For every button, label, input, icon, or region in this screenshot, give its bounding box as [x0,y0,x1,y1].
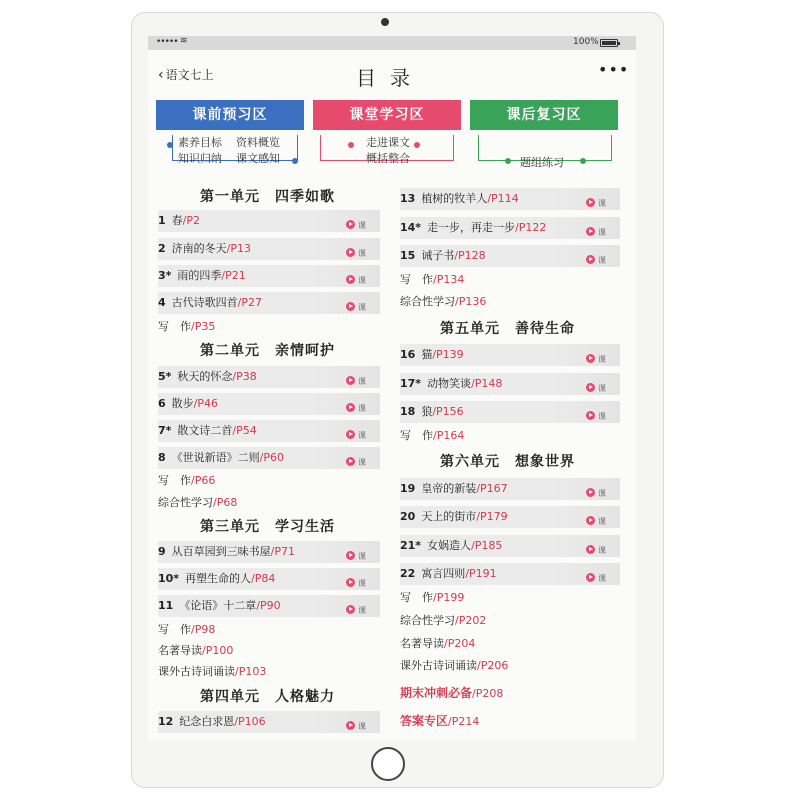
back-button[interactable] [158,66,214,83]
zone-classroom[interactable]: 课堂学习区 [313,100,461,130]
lesson-badge[interactable]: 课 [586,349,606,371]
more-icon[interactable]: ••• [598,60,630,79]
item-title: 动物笑谈 [427,377,472,390]
unit-heading-6: 第六单元 想象世界 [440,454,575,470]
play-icon [346,721,355,730]
lesson-badge[interactable]: 课 [586,378,606,400]
play-icon [346,302,355,311]
item-title: 济南的冬天 [171,242,227,255]
lesson-badge[interactable]: 课 [346,297,366,319]
item-number: 9 [158,545,166,558]
item-title: 综合性学习 [400,614,455,627]
item-page: /P21 [221,269,246,282]
play-icon [586,516,595,525]
bullet-dot [167,142,173,148]
item-title: 课外古诗词诵读 [158,665,235,678]
play-icon [346,403,355,412]
list-item[interactable] [158,541,380,563]
item-page: /P164 [433,429,465,442]
back-label: 语文七上 [165,68,214,82]
item-title: 写 作 [400,591,433,604]
item-number: 16 [400,348,416,361]
item-title: 期末冲刺必备 [400,686,473,700]
item-page: /P204 [444,637,476,650]
item-title: 写 作 [158,623,191,636]
signal-icon: ••••• [156,37,178,47]
item-page: /P106 [234,715,266,728]
lesson-badge[interactable]: 课 [346,243,366,265]
item-number: 12 [158,715,174,728]
item-number: 1 [158,214,166,227]
zone-review[interactable]: 课后复习区 [470,100,618,130]
play-icon [586,198,595,207]
bullet-dot [414,142,420,148]
chevron-left-icon: ‹ [158,67,164,83]
unit-heading-4: 第四单元 人格魅力 [200,689,335,705]
list-item[interactable] [158,366,380,388]
item-title: 天上的街市 [421,510,477,523]
item-number: 2 [158,242,166,255]
item-title: 古代诗歌四首 [171,296,238,309]
item-number: 20 [400,510,416,523]
lesson-badge[interactable]: 课 [586,406,606,428]
item-page: /P179 [476,510,508,523]
item-page: /P66 [191,474,216,487]
preview-sub-3: 知识归纳 [178,152,222,165]
item-page: /P202 [455,614,487,627]
zone-preview[interactable]: 课前预习区 [156,100,304,130]
item-title: 诫子书 [421,249,455,262]
item-title: 写 作 [400,429,433,442]
item-page: /P103 [235,665,267,678]
wifi-icon: ≋ [180,36,188,46]
item-number: 19 [400,482,416,495]
item-page: /P2 [182,214,200,227]
status-bar [148,36,636,50]
item-page: /P139 [432,348,464,361]
lesson-badge[interactable]: 课 [586,483,606,505]
item-page: /P68 [213,496,238,509]
item-title: 答案专区 [400,714,449,728]
play-icon [586,411,595,420]
lesson-badge[interactable]: 课 [346,546,366,568]
list-item[interactable] [400,478,620,500]
item-page: /P38 [232,370,257,383]
play-icon [346,248,355,257]
item-page: /P90 [256,599,281,612]
item-title: 植树的牧羊人 [421,192,488,205]
item-title: 从百草园到三味书屋 [171,545,271,558]
list-item[interactable] [400,425,620,447]
item-title: 秋天的怀念 [177,370,233,383]
item-page: /P54 [232,424,257,437]
item-page: /P199 [433,591,465,604]
item-title: 散步 [171,397,194,410]
play-icon [586,354,595,363]
item-page: /P27 [237,296,262,309]
list-item[interactable] [400,245,620,267]
lesson-badge[interactable]: 课 [346,425,366,447]
list-item[interactable] [400,373,620,395]
unit-heading-1: 第一单元 四季如歌 [200,189,335,205]
lesson-badge[interactable]: 课 [586,568,606,590]
lesson-badge[interactable]: 课 [586,250,606,272]
item-page: /P46 [193,397,218,410]
play-icon [586,488,595,497]
list-item[interactable] [158,316,380,338]
item-page: /P206 [477,659,509,672]
lesson-badge[interactable]: 课 [346,270,366,292]
lesson-badge[interactable]: 课 [586,540,606,562]
item-title: 春 [171,214,183,227]
item-title: 课外古诗词诵读 [400,659,477,672]
item-title: 狼 [421,405,433,418]
item-title: 再塑生命的人 [185,572,252,585]
unit-heading-3: 第三单元 学习生活 [200,519,335,535]
list-item[interactable] [158,265,380,287]
play-icon [346,605,355,614]
list-item[interactable] [400,506,620,528]
play-icon [586,255,595,264]
item-number: 17* [400,377,422,390]
item-number: 15 [400,249,416,262]
list-item[interactable] [158,619,380,641]
answers-link[interactable] [400,710,620,732]
list-item[interactable] [400,188,620,210]
lesson-badge[interactable]: 课 [346,716,366,738]
item-number: 7* [158,424,172,437]
play-icon [346,578,355,587]
list-item[interactable] [400,587,620,609]
item-number: 3* [158,269,172,282]
preview-sub-1: 素养目标 [178,136,222,149]
item-page: /P128 [454,249,486,262]
page-title: 目录 [356,66,424,90]
item-page: /P122 [515,221,547,234]
item-title: 女娲造人 [427,539,472,552]
item-page: /P214 [448,715,480,728]
item-page: /P208 [472,687,504,700]
list-item[interactable] [158,238,380,260]
item-number: 14* [400,221,422,234]
play-icon [346,457,355,466]
list-item[interactable] [158,640,380,662]
item-page: /P185 [471,539,503,552]
lesson-badge[interactable]: 课 [346,398,366,420]
item-page: /P100 [202,644,234,657]
item-title: 皇帝的新装 [421,482,477,495]
list-item[interactable] [400,401,620,423]
list-item[interactable] [400,535,620,557]
home-button[interactable] [371,747,405,781]
list-item[interactable] [158,210,380,232]
item-number: 22 [400,567,416,580]
list-item[interactable] [400,291,620,313]
item-title: 《世说新语》二则 [171,451,260,464]
item-number: 18 [400,405,416,418]
preview-sub-4: 课文感知 [236,152,280,165]
item-number: 5* [158,370,172,383]
list-item[interactable] [158,661,380,683]
unit-heading-5: 第五单元 善待生命 [440,321,575,337]
classroom-sub-2: 概括整合 [366,152,410,165]
play-icon [586,227,595,236]
item-page: /P98 [191,623,216,636]
item-number: 4 [158,296,166,309]
lesson-badge[interactable]: 课 [586,511,606,533]
list-item[interactable] [158,447,380,469]
bullet-dot [348,142,354,148]
item-page: /P71 [270,545,295,558]
list-item[interactable] [400,344,620,366]
play-icon [346,220,355,229]
play-icon [346,275,355,284]
item-number: 21* [400,539,422,552]
list-item[interactable] [158,595,380,617]
final-sprint-link[interactable] [400,682,620,704]
item-title: 寓言四则 [421,567,466,580]
list-item[interactable] [158,568,380,590]
lesson-badge[interactable]: 课 [346,215,366,237]
lesson-badge[interactable]: 课 [346,600,366,622]
list-item[interactable] [158,711,380,733]
item-number: 8 [158,451,166,464]
lesson-badge[interactable]: 课 [346,452,366,474]
classroom-sub-1: 走进课文 [366,136,410,149]
item-title: 写 作 [400,273,433,286]
item-title: 名著导读 [158,644,202,657]
item-title: 写 作 [158,474,191,487]
item-number: 11 [158,599,174,612]
play-icon [586,573,595,582]
lesson-badge[interactable]: 课 [586,193,606,215]
list-item[interactable] [400,633,620,655]
play-icon [346,551,355,560]
play-icon [586,383,595,392]
item-number: 10* [158,572,180,585]
item-page: /P134 [433,273,465,286]
preview-sub-2: 资料概览 [236,136,280,149]
list-item[interactable] [400,655,620,677]
item-page: /P148 [471,377,503,390]
item-title: 雨的四季 [177,269,222,282]
item-title: 散文诗二首 [177,424,233,437]
item-title: 走一步，再走一步 [427,221,516,234]
item-page: /P136 [455,295,487,308]
bullet-dot [580,158,586,164]
item-number: 6 [158,397,166,410]
list-item[interactable] [158,420,380,442]
battery-icon [600,39,618,47]
item-page: /P156 [432,405,464,418]
item-title: 名著导读 [400,637,444,650]
list-item[interactable] [158,393,380,415]
item-page: /P84 [251,572,276,585]
item-page: /P13 [226,242,251,255]
bullet-dot [292,158,298,164]
item-page: /P35 [191,320,216,333]
item-page: /P191 [465,567,497,580]
lesson-badge[interactable]: 课 [346,371,366,393]
list-item[interactable] [158,492,380,514]
list-item[interactable] [400,217,620,239]
play-icon [346,376,355,385]
item-title: 综合性学习 [158,496,213,509]
list-item[interactable] [158,292,380,314]
lesson-badge[interactable]: 课 [586,222,606,244]
item-page: /P114 [487,192,519,205]
list-item[interactable] [400,269,620,291]
lesson-badge[interactable]: 课 [346,573,366,595]
item-title: 猫 [421,348,433,361]
unit-heading-2: 第二单元 亲情呵护 [200,343,335,359]
item-page: /P167 [476,482,508,495]
battery-percent: 100% [573,37,599,47]
item-title: 综合性学习 [400,295,455,308]
review-sub-1: 题组练习 [520,156,564,169]
list-item[interactable] [400,563,620,585]
list-item[interactable] [400,610,620,632]
bullet-dot [505,158,511,164]
play-icon [586,545,595,554]
item-number: 13 [400,192,416,205]
camera-icon [381,18,389,26]
item-title: 写 作 [158,320,191,333]
item-title: 《论语》十二章 [179,599,257,612]
item-title: 纪念白求恩 [179,715,235,728]
list-item[interactable] [158,470,380,492]
screen [148,36,636,740]
play-icon [346,430,355,439]
item-page: /P60 [259,451,284,464]
